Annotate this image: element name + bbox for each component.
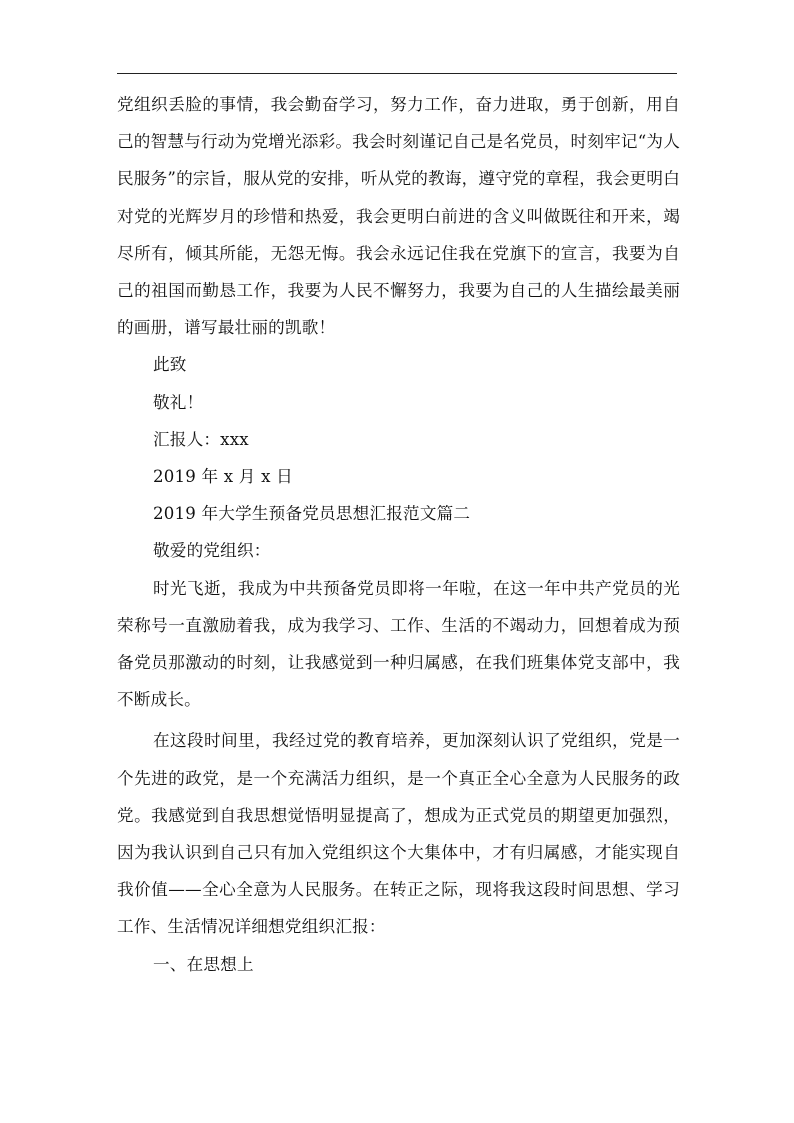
salutation-jingli: 敬礼！ bbox=[153, 392, 204, 412]
paragraph-education: 在这段时间里，我经过党的教育培养，更加深刻认识了党组织，党是一个先进的政党，是一个充满活力组织，是一个真正全心全意为人民服务的政党。我感觉到自我思想觉悟明显提高了，想成为正式党员的期望更加强烈，因为我认识到自己只有加入党组织这个大集体中，才有归属感，才能实现自我价值——全心全意为人民服务。在转正之际，现将我这段时间思想、学习工作、生活情况详细想党组织汇报： bbox=[117, 731, 680, 937]
paragraph-closing-pledge: 党组织丢脸的事情，我会勤奋学习，努力工作，奋力进取，勇于创新，用自己的智慧与行动为党增光添彩。我会时刻谨记自己是名党员，时刻牢记“为人民服务”的宗旨，服从党的安排，听从党的教诲，遵守党的章程，我会更明白对党的光辉岁月的珍惜和热爱，我会更明白前进的含义叫做既往和开来，竭尽所有，倾其所能，无怨无悔。我会永远记住我在党旗下的宣言，我要为自己的祖国而勤恳工作，我要为人民不懈努力，我要为自己的人生描绘最美丽的画册，谱写最壮丽的凯歌！ bbox=[117, 95, 680, 338]
reporter-line: 汇报人：xxx bbox=[153, 429, 249, 449]
paragraph-intro: 时光飞逝，我成为中共预备党员即将一年啦，在这一年中共产党员的光荣称号一直激励着我，成为我学习、工作、生活的不竭动力，回想着成为预备党员那激动的时刻，让我感觉到一种归属感，在我们班集体党支部中，我不断成长。 bbox=[117, 578, 680, 710]
document-body bbox=[117, 86, 680, 983]
salutation-cizhi: 此致 bbox=[153, 355, 187, 375]
section-title: 2019 年大学生预备党员思想汇报范文篇二 bbox=[153, 504, 471, 524]
header-rule bbox=[117, 73, 677, 74]
subheading-thought: 一、在思想上 bbox=[153, 954, 254, 974]
greeting-line: 敬爱的党组织： bbox=[153, 541, 271, 561]
date-line: 2019 年 x 月 x 日 bbox=[153, 467, 293, 487]
